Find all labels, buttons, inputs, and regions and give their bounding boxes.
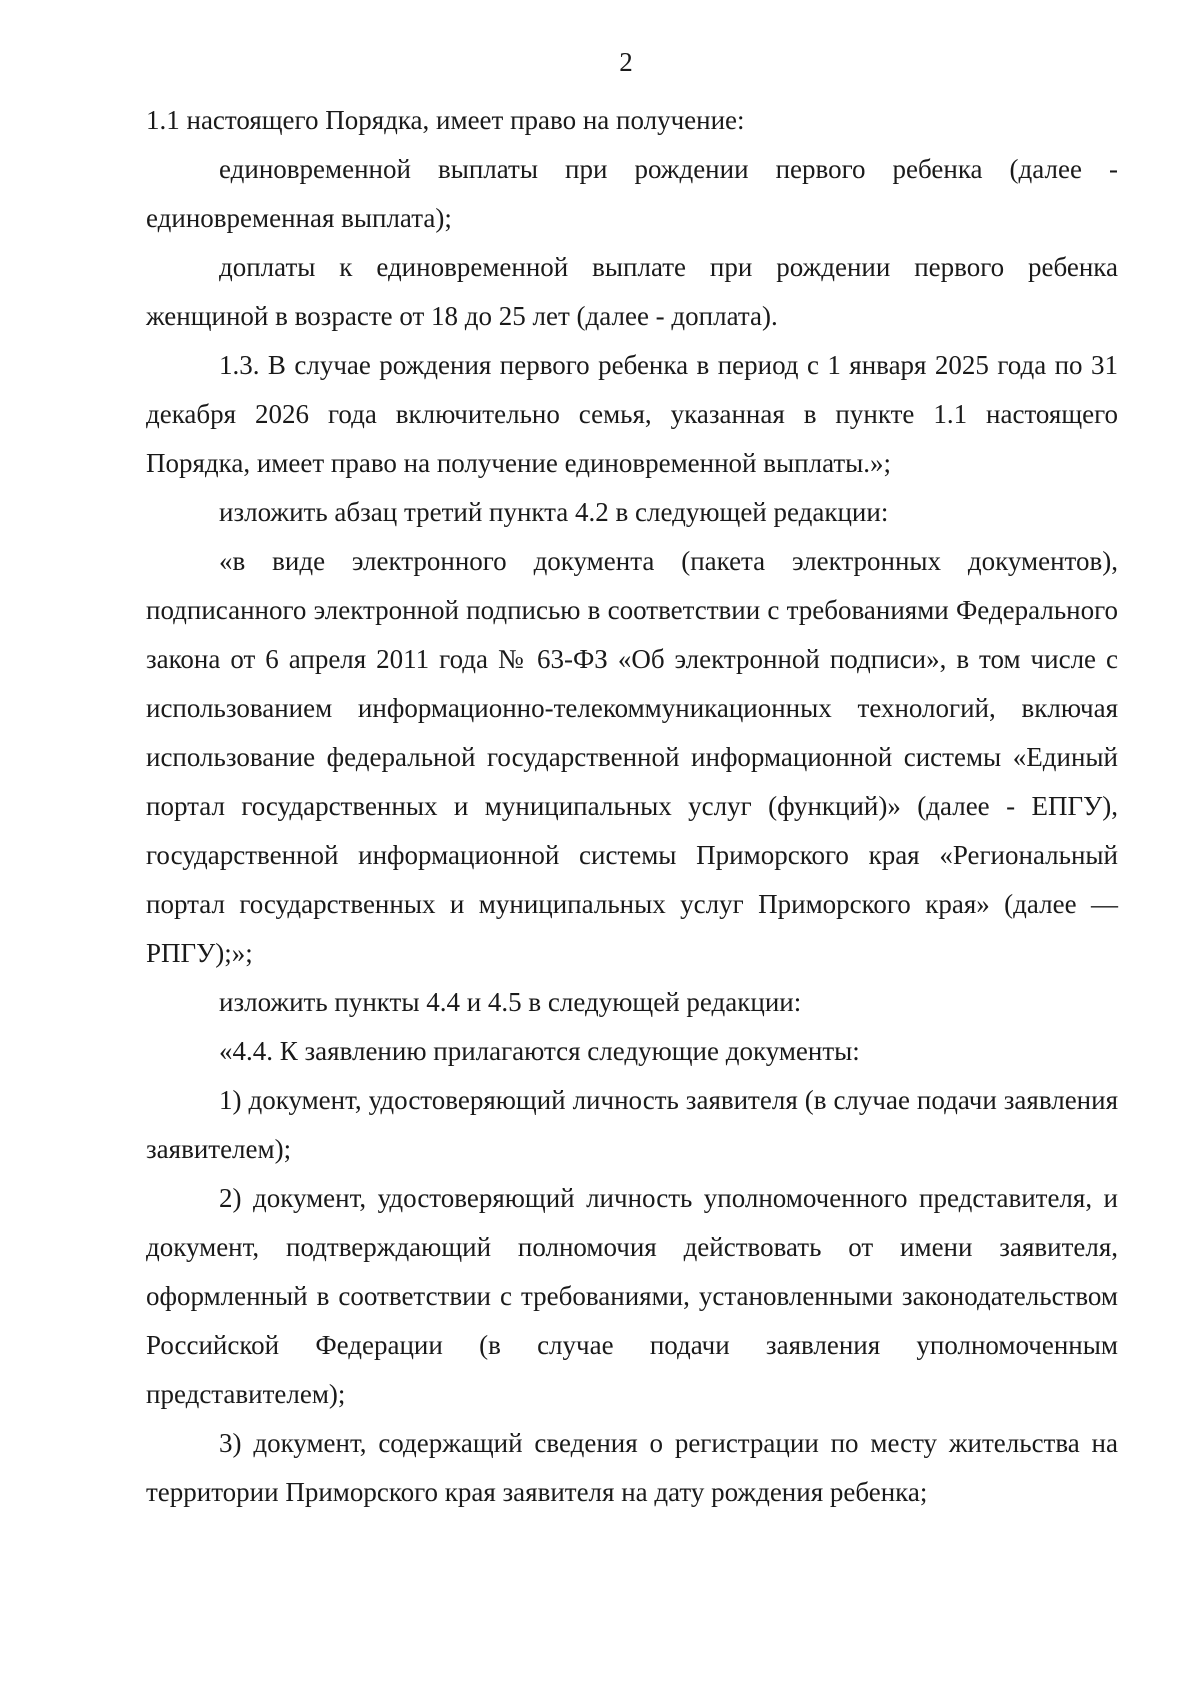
paragraph-amend-4-2: изложить абзац третий пункта 4.2 в следующей редакции:	[219, 497, 889, 527]
list-item-2: 2) документ, удостоверяющий личность уполномоченного представителя, и документ, подтверждающий полномочия действовать от имени заявителя, оформленный в соответствии с требованиями, установленными законодательством Российской Федерации (в случае подачи заявления уполномоченным представителем);	[146, 1183, 1118, 1409]
paragraph-amend-4-4-4-5: изложить пункты 4.4 и 4.5 в следующей редакции:	[219, 987, 802, 1017]
list-item-3: 3) документ, содержащий сведения о регистрации по месту жительства на территории Приморского края заявителя на дату рождения ребенка;	[146, 1428, 1118, 1507]
paragraph-additional-payment: доплаты к единовременной выплате при рождении первого ребенка женщиной в возрасте от 18 до 25 лет (далее - доплата).	[146, 252, 1118, 331]
paragraph-clause-1-3: 1.3. В случае рождения первого ребенка в период с 1 января 2025 года по 31 декабря 2026 года включительно семья, указанная в пункте 1.1 настоящего Порядка, имеет право на получение единовременной выплаты.»;	[146, 350, 1118, 478]
list-item-1: 1) документ, удостоверяющий личность заявителя (в случае подачи заявления заявителем);	[146, 1085, 1118, 1164]
document-body	[146, 96, 1118, 1517]
page-number: 2	[619, 47, 633, 77]
paragraph-lump-sum-payment: единовременной выплаты при рождении первого ребенка (далее - единовременная выплата);	[146, 154, 1118, 233]
paragraph-electronic-document: «в виде электронного документа (пакета электронных документов), подписанного электронной подписью в соответствии с требованиями Федерального закона от 6 апреля 2011 года № 63-ФЗ «Об электронной подписи», в том числе с использованием информационно-телекоммуникационных технологий, включая использование федеральной государственной информационной системы «Единый портал государственных и муниципальных услуг (функций)» (далее - ЕПГУ), государственной информационной системы Приморского края «Региональный портал государственных и муниципальных услуг Приморского края» (далее — РПГУ);»;	[146, 546, 1118, 968]
paragraph-continuation: 1.1 настоящего Порядка, имеет право на получение:	[146, 105, 745, 135]
paragraph-clause-4-4: «4.4. К заявлению прилагаются следующие документы:	[219, 1036, 860, 1066]
